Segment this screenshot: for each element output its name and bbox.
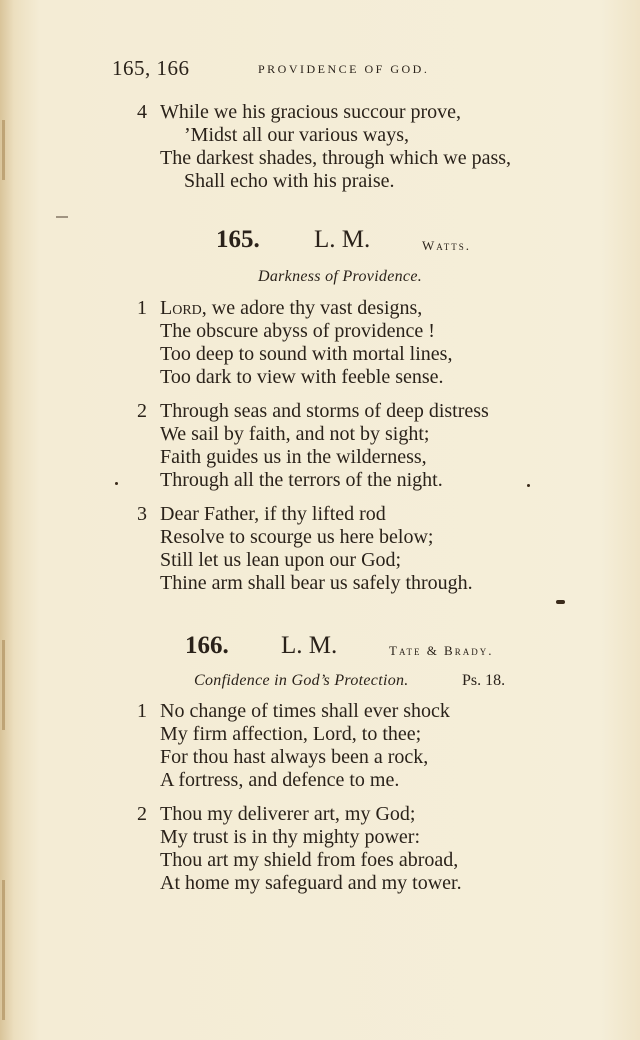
ink-speck	[527, 484, 530, 487]
psalm-reference: Ps. 18.	[462, 672, 506, 689]
hymn-number: 166.	[185, 632, 229, 659]
verse-line: My trust is in thy mighty power:	[160, 826, 420, 848]
hymn-subtitle: Darkness of Providence.	[258, 268, 423, 285]
verse-number: 2	[137, 803, 147, 825]
page-edge-stain	[2, 120, 5, 180]
verse-first-line-rest: , we adore thy vast designs,	[201, 297, 423, 319]
page-edge-stain	[2, 880, 5, 1020]
verse-number: 3	[137, 503, 147, 525]
verse-number: 2	[137, 400, 147, 422]
hymn-subtitle: Confidence in God’s Protection.	[194, 672, 409, 689]
hymn-number: 165.	[216, 226, 260, 253]
verse-line: No change of times shall ever shock	[160, 700, 450, 722]
verse-line: Through seas and storms of deep distress	[160, 400, 489, 422]
hymn-meter: L. M.	[314, 226, 371, 253]
verse-line: ’Midst all our various ways,	[184, 124, 409, 146]
ink-speck	[556, 600, 565, 604]
verse-line: The obscure abyss of providence !	[160, 320, 435, 342]
verse-line: At home my safeguard and my tower.	[160, 872, 462, 894]
verse-line: Too dark to view with feeble sense.	[160, 366, 444, 388]
verse-line: Resolve to scourge us here below;	[160, 526, 434, 548]
verse-line: Too deep to sound with mortal lines,	[160, 343, 453, 365]
hymn-author: Tate & Brady.	[389, 643, 494, 658]
verse-line: My firm affection, Lord, to thee;	[160, 723, 422, 745]
hymn-author: Watts.	[422, 238, 472, 253]
verse-line: For thou hast always been a rock,	[160, 746, 429, 768]
verse-line: Thou my deliverer art, my God;	[160, 803, 416, 825]
verse-first-word: Lord	[160, 297, 202, 319]
hymn-meter: L. M.	[281, 632, 338, 659]
verse-line: Still let us lean upon our God;	[160, 549, 402, 571]
verse-number: 1	[137, 297, 147, 319]
running-header	[112, 56, 532, 82]
verse-line: While we his gracious succour prove,	[160, 101, 462, 123]
verse-number: 1	[137, 700, 147, 722]
verse-line: Thine arm shall bear us safely through.	[160, 572, 473, 594]
page-edge-stain	[2, 640, 5, 730]
ink-speck	[115, 482, 118, 485]
verse-line: Thou art my shield from foes abroad,	[160, 849, 459, 871]
running-title: PROVIDENCE OF GOD.	[258, 62, 430, 76]
verse-line: The darkest shades, through which we pass,	[160, 147, 512, 169]
verse-line: Shall echo with his praise.	[184, 170, 395, 192]
ink-speck	[56, 216, 68, 218]
verse-line: We sail by faith, and not by sight;	[160, 423, 430, 445]
verse-line: Faith guides us in the wilderness,	[160, 446, 427, 468]
verse-line: A fortress, and defence to me.	[160, 769, 400, 791]
verse-line: Dear Father, if thy lifted rod	[160, 503, 386, 525]
page-numbers: 165, 166	[112, 56, 190, 80]
verse-line	[160, 297, 422, 320]
verse-line: Through all the terrors of the night.	[160, 469, 443, 491]
verse-number: 4	[137, 101, 147, 123]
